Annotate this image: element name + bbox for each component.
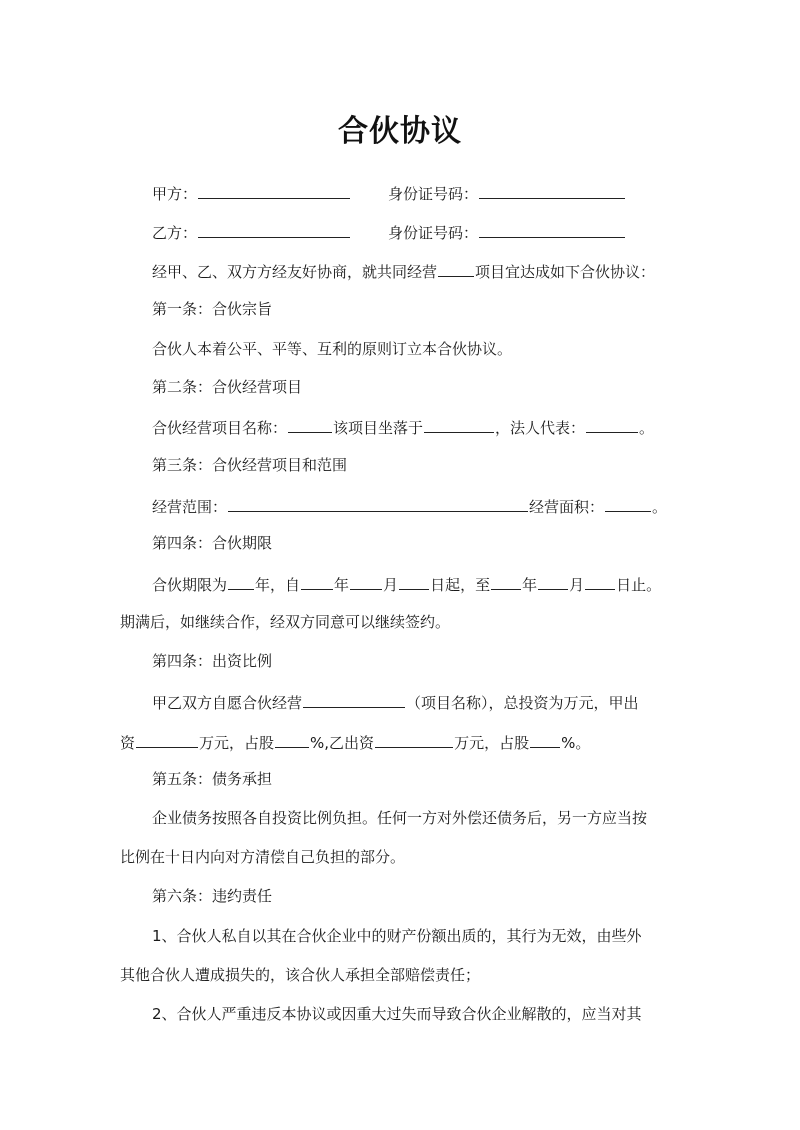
article-3-heading: 第三条：合伙经营项目和范围 <box>152 456 348 474</box>
party-a-row <box>152 180 692 206</box>
capital-heading: 第四条：出资比例 <box>152 652 273 670</box>
scope-blank[interactable] <box>228 493 528 512</box>
term-text-8: 日止。 <box>616 576 662 594</box>
party-b-id-group <box>388 219 626 245</box>
party-a-id-blank[interactable] <box>479 180 625 199</box>
article-6-heading: 第六条：违约责任 <box>152 887 273 905</box>
term-text-6: 年 <box>522 576 538 594</box>
start-day-blank[interactable] <box>399 571 429 590</box>
party-a-label: 甲方： <box>152 185 198 203</box>
article-2-text <box>152 414 692 440</box>
term-text-7: 月 <box>569 576 585 594</box>
article-6-item1-line1: 1、合伙人私自以其在合伙企业中的财产份额出质的，其行为无效，由些外 <box>152 927 642 945</box>
capital-text-6: 万元，占股 <box>454 734 530 752</box>
intro-text-after: 项目宜达成如下合伙协议： <box>475 263 656 281</box>
project-name-blank[interactable] <box>288 414 332 433</box>
capital-text-line2 <box>120 729 660 755</box>
intro-project-blank[interactable] <box>438 258 474 277</box>
capital-text-1: 甲乙双方自愿合伙经营 <box>152 694 303 712</box>
term-text-2: 年，自 <box>255 576 301 594</box>
party-a-id-group <box>388 180 626 206</box>
article-5-heading: 第五条：债务承担 <box>152 770 273 788</box>
article-3-end: 。 <box>652 498 668 516</box>
capital-text-2: （项目名称），总投资为万元，甲出 <box>406 694 639 712</box>
term-text-1: 合伙期限为 <box>152 576 228 594</box>
page-title: 合伙协议 <box>338 114 462 149</box>
end-day-blank[interactable] <box>585 571 615 590</box>
capital-text-line1 <box>152 689 692 715</box>
party-b-label: 乙方： <box>152 224 198 242</box>
article-3-text <box>152 493 692 519</box>
a-capital-blank[interactable] <box>136 729 198 748</box>
scope-label: 经营范围： <box>152 498 228 516</box>
article-5-text-line1: 企业债务按照各自投资比例负担。任何一方对外偿还债务后，另一方应当按 <box>152 809 648 827</box>
article-2-heading: 第二条：合伙经营项目 <box>152 378 303 396</box>
end-year-blank[interactable] <box>491 571 521 590</box>
capital-text-7: %。 <box>561 734 591 752</box>
article-6-item1-line2: 其他合伙人遭成损失的，该合伙人承担全部赔偿责任； <box>120 966 481 984</box>
a-share-blank[interactable] <box>275 729 309 748</box>
project-name-label: 合伙经营项目名称： <box>152 419 288 437</box>
intro-text-before: 经甲、乙、双方方经友好协商，就共同经营 <box>152 263 438 281</box>
term-years-blank[interactable] <box>228 571 254 590</box>
capital-text-5: %,乙出资 <box>310 734 375 752</box>
capital-text-3: 资 <box>120 734 136 752</box>
article-4-text-line2: 期满后，如继续合作，经双方同意可以继续签约。 <box>120 613 451 631</box>
article-5-text-line2: 比例在十日内向对方清偿自己负担的部分。 <box>120 848 406 866</box>
article-1-heading: 第一条：合伙宗旨 <box>152 300 273 318</box>
party-b-id-blank[interactable] <box>479 219 625 238</box>
party-b-id-label: 身份证号码： <box>388 224 479 242</box>
end-month-blank[interactable] <box>538 571 568 590</box>
capital-text-4: 万元，占股 <box>199 734 275 752</box>
b-share-blank[interactable] <box>530 729 560 748</box>
capital-project-blank[interactable] <box>303 689 405 708</box>
area-label: 经营面积： <box>529 498 605 516</box>
b-capital-blank[interactable] <box>375 729 453 748</box>
party-a-name-blank[interactable] <box>198 180 350 199</box>
article-2-end: 。 <box>639 419 655 437</box>
term-text-5: 日起，至 <box>430 576 491 594</box>
article-4-text <box>152 571 692 597</box>
project-location-label: 该项目坐落于 <box>333 419 424 437</box>
party-b-row <box>152 219 692 245</box>
party-a-id-label: 身份证号码： <box>388 185 479 203</box>
start-month-blank[interactable] <box>350 571 382 590</box>
legal-rep-label: ，法人代表： <box>495 419 586 437</box>
party-b-name-blank[interactable] <box>198 219 350 238</box>
project-location-blank[interactable] <box>424 414 494 433</box>
article-4-heading: 第四条：合伙期限 <box>152 534 273 552</box>
article-1-text: 合伙人本着公平、平等、互利的原则订立本合伙协议。 <box>152 340 513 358</box>
term-text-4: 月 <box>383 576 399 594</box>
intro-paragraph <box>152 258 692 284</box>
article-6-item2-line1: 2、合伙人严重违反本协议或因重大过失而导致合伙企业解散的，应当对其 <box>152 1005 642 1023</box>
legal-rep-blank[interactable] <box>586 414 638 433</box>
area-blank[interactable] <box>605 493 651 512</box>
start-year-blank[interactable] <box>301 571 333 590</box>
term-text-3: 年 <box>334 576 350 594</box>
